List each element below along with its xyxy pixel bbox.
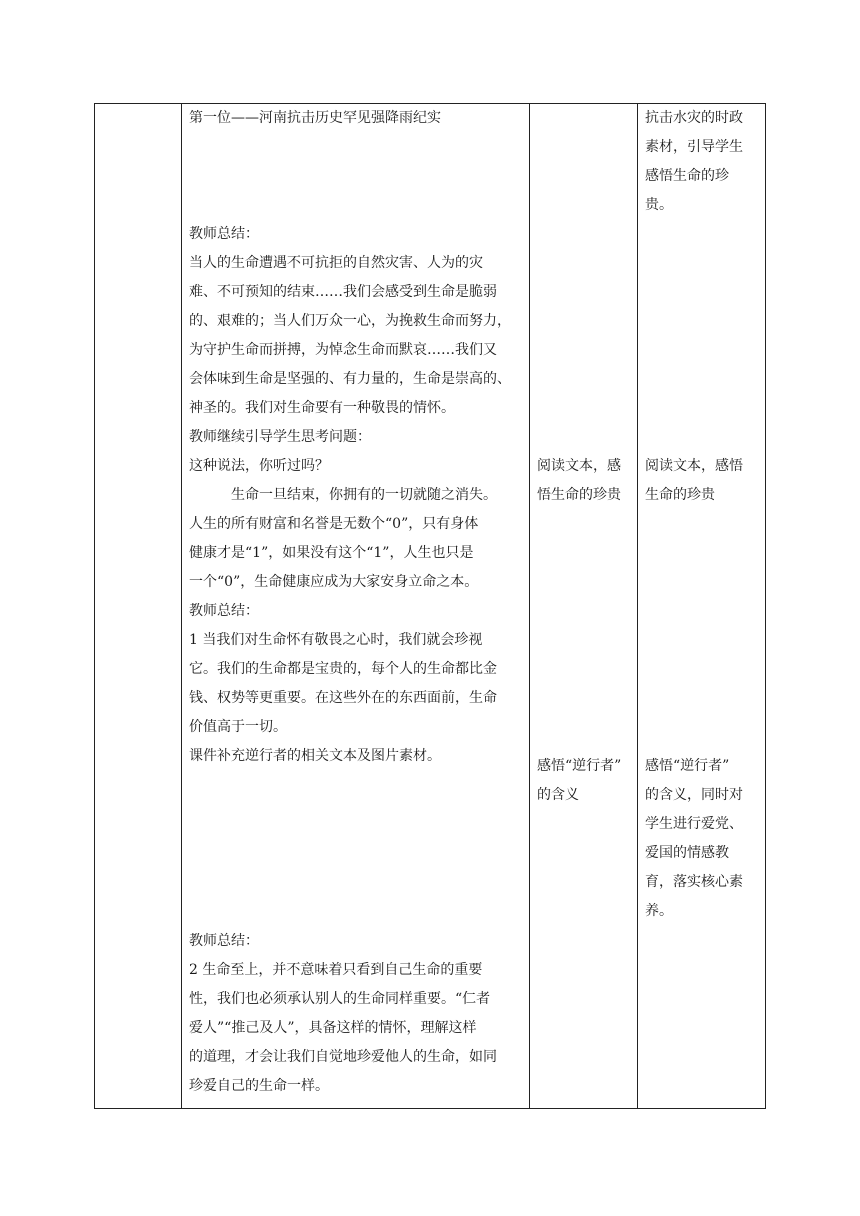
text-line: 这种说法，你听过吗？: [189, 458, 329, 474]
text-line: 感悟“逆行者”: [537, 758, 622, 774]
text-line: 难、不可预知的结束……我们会感受到生命是脆弱: [189, 284, 497, 300]
text-line: 生命一旦结束，你拥有的一切就随之消失。: [231, 487, 497, 503]
text-line: 课件补充逆行者的相关文本及图片素材。: [189, 748, 441, 764]
teaching-content-block-1: [189, 104, 533, 133]
teaching-content-block-3: [189, 927, 533, 1101]
text-line: 神圣的。我们对生命要有一种敬畏的情怀。: [189, 400, 455, 416]
text-line: 的、艰难的；当人们万众一心，为挽救生命而努力，: [189, 313, 511, 329]
text-line: 教师总结：: [189, 933, 259, 949]
text-line: 健康才是“1”，如果没有这个“1”，人生也只是: [189, 545, 474, 561]
text-line: 悟生命的珍贵: [537, 487, 621, 503]
text-line: 它。我们的生命都是宝贵的，每个人的生命都比金: [189, 661, 497, 677]
text-line: 感悟生命的珍: [645, 168, 729, 184]
text-line: 抗击水灾的时政: [645, 110, 743, 126]
text-line: 的含义，同时对: [645, 787, 743, 803]
text-line: 第一位——河南抗击历史罕见强降雨纪实: [189, 110, 441, 126]
text-line: 学生进行爱党、: [645, 816, 743, 832]
text-line: 当人的生命遭遇不可抗拒的自然灾害、人为的灾: [189, 255, 483, 271]
text-line: 人生的所有财富和名誉是无数个“0”，只有身体: [189, 516, 479, 532]
text-line: 的含义: [537, 787, 579, 803]
design-intent-block-2: [645, 452, 763, 510]
text-line: 教师继续引导学生思考问题：: [189, 429, 371, 445]
design-intent-block-1: [645, 104, 763, 220]
text-line: 钱、权势等更重要。在这些外在的东西面前，生命: [189, 690, 497, 706]
text-line: 生命的珍贵: [645, 487, 715, 503]
text-line: 会体味到生命是坚强的、有力量的，生命是崇高的、: [189, 371, 511, 387]
student-activity-block-1: [537, 452, 637, 510]
text-line: 教师总结：: [189, 226, 259, 242]
text-line: 1 当我们对生命怀有敬畏之心时，我们就会珍视: [189, 632, 483, 648]
text-line: 阅读文本，感悟: [645, 458, 743, 474]
text-line: 贵。: [645, 197, 673, 213]
text-line: 养。: [645, 903, 673, 919]
text-line: 素材，引导学生: [645, 139, 743, 155]
student-activity-block-2: [537, 752, 637, 810]
text-line: 珍爱自己的生命一样。: [189, 1078, 329, 1094]
text-line: 阅读文本，感: [537, 458, 621, 474]
text-line: 的道理，才会让我们自觉地珍爱他人的生命，如同: [189, 1049, 497, 1065]
text-line: 一个“0”，生命健康应成为大家安身立命之本。: [189, 574, 479, 590]
text-line: 爱国的情感教: [645, 845, 729, 861]
text-line: 为守护生命而拼搏，为悼念生命而默哀……我们又: [189, 342, 497, 358]
text-line: 价值高于一切。: [189, 719, 287, 735]
lesson-plan-table: [94, 103, 766, 1109]
text-line: 2 生命至上，并不意味着只看到自己生命的重要: [189, 962, 483, 978]
text-line: 感悟“逆行者”: [645, 758, 730, 774]
text-line: 育，落实核心素: [645, 874, 743, 890]
text-line: 性，我们也必须承认别人的生命同样重要。“仁者: [189, 991, 491, 1007]
teaching-content-block-2: [189, 220, 533, 771]
text-line: 爱人”“推己及人”，具备这样的情怀，理解这样: [189, 1020, 477, 1036]
text-line: 教师总结：: [189, 603, 259, 619]
column-divider: [637, 104, 638, 1108]
column-divider: [181, 104, 182, 1108]
design-intent-block-3: [645, 752, 763, 926]
